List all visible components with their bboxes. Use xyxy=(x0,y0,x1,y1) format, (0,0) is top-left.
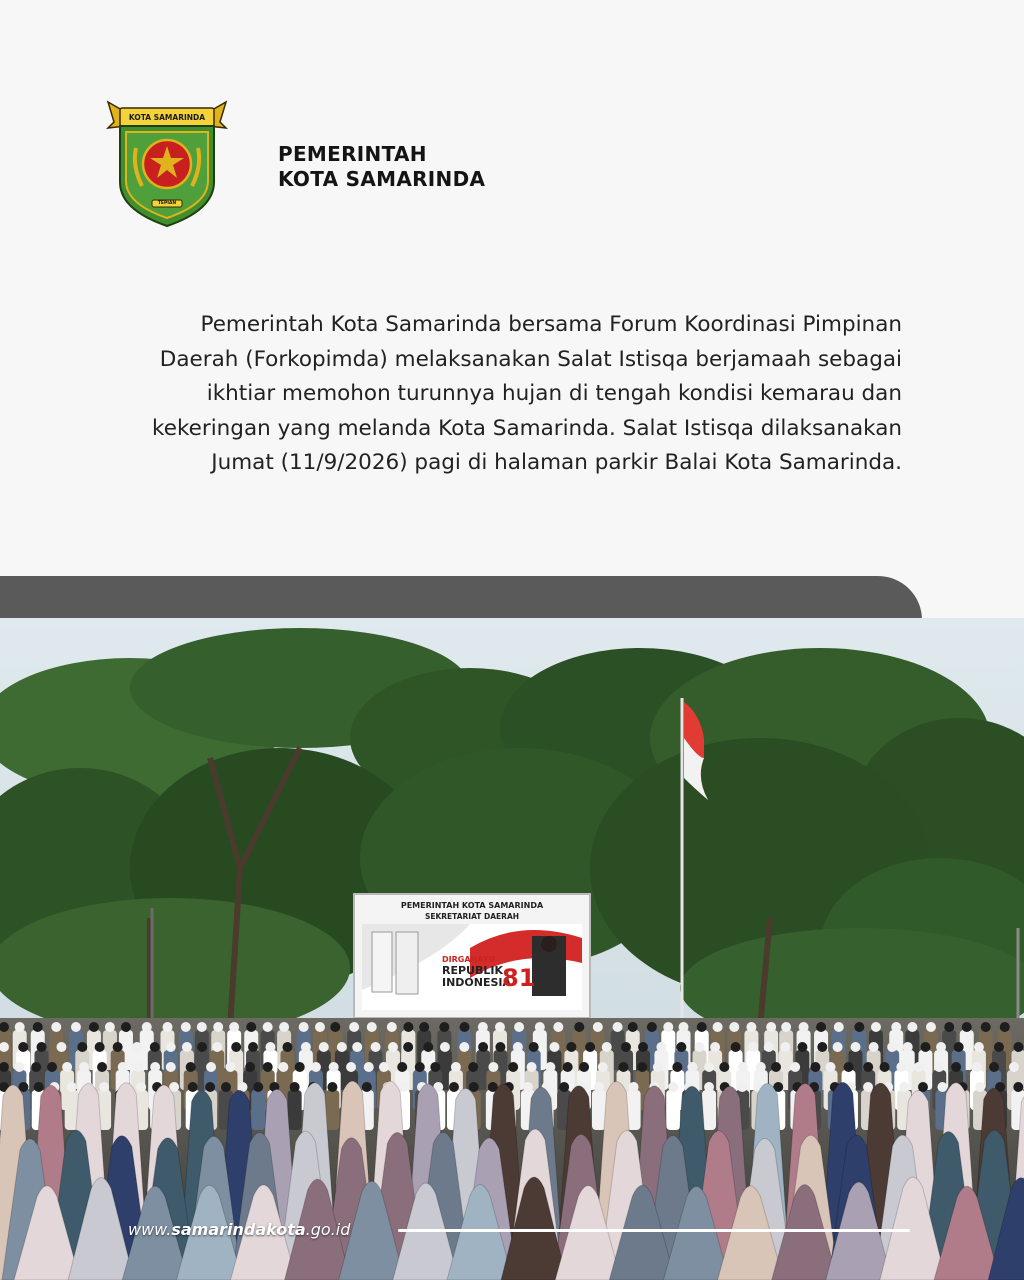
url-prefix: www. xyxy=(128,1220,172,1239)
prayer-crowd-illustration xyxy=(0,618,1024,1280)
congregation-front-rows xyxy=(0,1081,1024,1280)
footer-line xyxy=(398,1229,910,1232)
title-line-1: PEMERINTAH xyxy=(278,142,427,166)
logo-text-bottom: TEPIAN xyxy=(157,201,177,206)
billboard-line-1: PEMERINTAH KOTA SAMARINDA xyxy=(400,901,544,910)
organization-title xyxy=(278,142,485,192)
billboard-headline-2: INDONESIA xyxy=(442,976,512,989)
url-suffix: .go.id xyxy=(305,1220,351,1239)
news-caption: Pemerintah Kota Samarinda bersama Forum Koordinasi Pimpinan Daerah (Forkopimda) melaksanakan Salat Istisqa berjamaah sebagai ikhtiar memohon turunnya hujan di tengah kondisi kemarau dan kekeringan yang melanda Kota Samarinda. Salat Istisqa dilaksanakan Jumat (11/9/2026) pagi di halaman parkir Balai Kota Samarinda. xyxy=(152,312,902,475)
billboard-line-2: SEKRETARIAT DAERAH xyxy=(424,912,520,921)
website-url[interactable] xyxy=(128,1220,350,1239)
billboard-headline-1: REPUBLIK xyxy=(442,964,503,977)
logo-text-top: KOTA SAMARINDA xyxy=(128,113,206,122)
billboard-number: 81 xyxy=(502,964,536,992)
event-photo xyxy=(0,618,1024,1280)
kota-samarinda-logo xyxy=(104,98,230,228)
billboard-greeting: DIRGAHAYU xyxy=(442,955,495,964)
billboard xyxy=(354,894,590,1018)
title-line-2: KOTA SAMARINDA xyxy=(278,167,486,191)
url-domain: samarindakota xyxy=(171,1220,306,1239)
